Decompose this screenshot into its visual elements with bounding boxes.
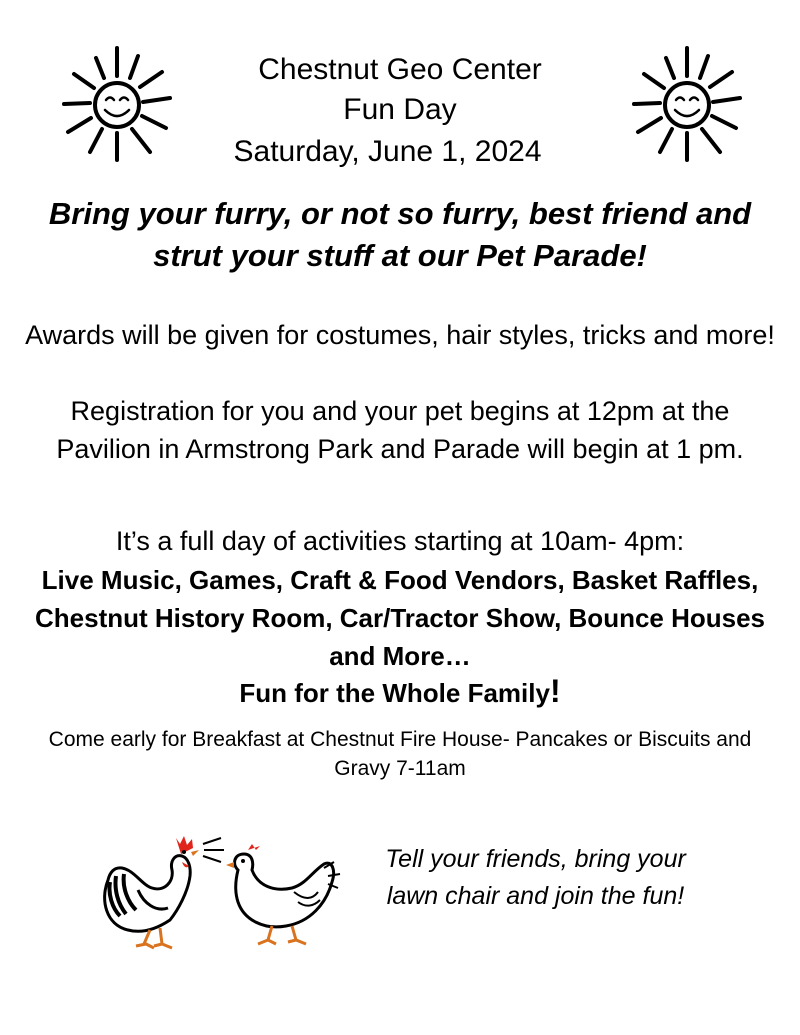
- family-fun-exclamation: !: [549, 673, 561, 709]
- closing-tagline: Tell your friends, bring your lawn chair and join the fun!: [385, 845, 686, 910]
- activities-list: Live Music, Games, Craft & Food Vendors, Basket Raffles, Chestnut History Room, Car/Tractor Show, Bounce Houses and More…: [34, 565, 766, 671]
- activities-intro: It’s a full day of activities starting at 10am- 4pm:: [115, 526, 685, 556]
- family-fun-line: [20, 673, 780, 711]
- rooster-and-hen-illustration: [98, 830, 348, 955]
- registration-text: Registration for you and your pet begins at 12pm at the Pavilion in Armstrong Park and Parade will begin at 1 pm.: [56, 396, 744, 464]
- event-title: Chestnut Geo Center: [258, 53, 542, 86]
- family-fun-text: Fun for the Whole Family: [239, 678, 550, 708]
- awards-text: Awards will be given for costumes, hair styles, tricks and more!: [25, 320, 775, 350]
- event-subtitle: Fun Day: [343, 93, 457, 126]
- rooster-icon: [105, 836, 224, 948]
- hen-icon: [226, 844, 340, 944]
- breakfast-note: Come early for Breakfast at Chestnut Fire House- Pancakes or Biscuits and Gravy 7-11am: [48, 728, 752, 780]
- event-date: Saturday, June 1, 2024: [233, 135, 542, 168]
- pet-parade-headline: Bring your furry, or not so furry, best friend and strut your stuff at our Pet Parade!: [48, 196, 752, 273]
